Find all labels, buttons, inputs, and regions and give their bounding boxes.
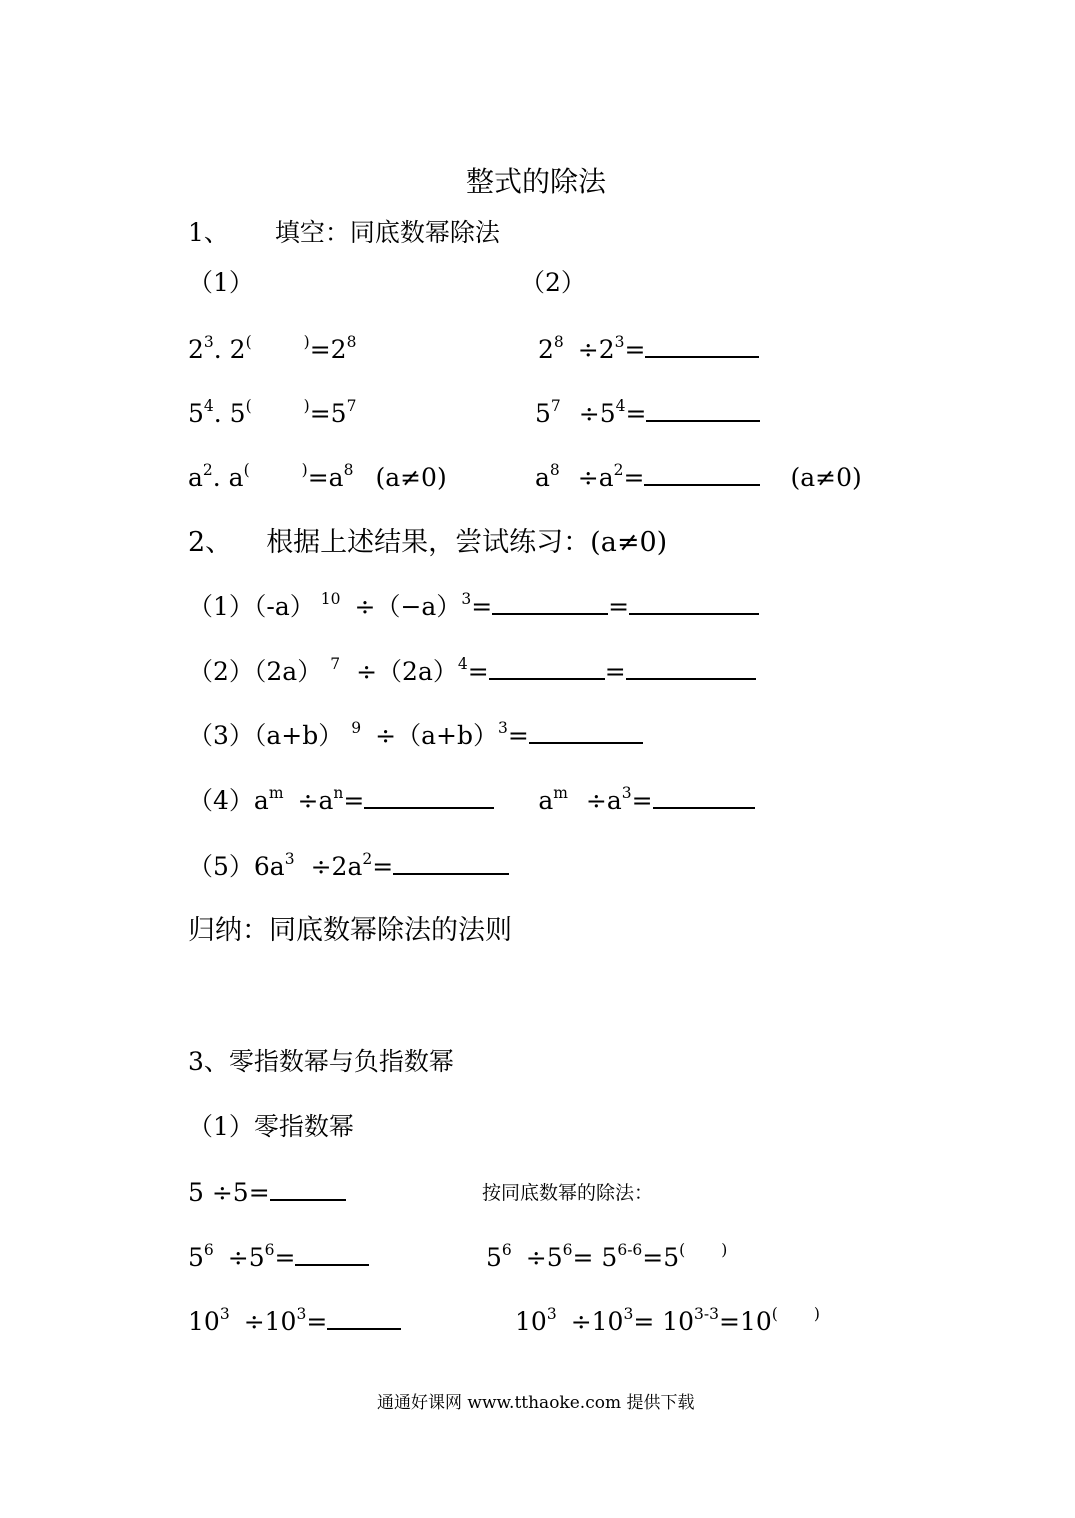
divisor: ÷（2a）	[356, 657, 458, 686]
result: =2	[309, 335, 347, 364]
divisor: ÷5	[525, 1243, 563, 1272]
equals: =	[624, 335, 646, 364]
exponent: 10	[320, 590, 341, 609]
exponent: 4	[615, 397, 626, 416]
answer-blank[interactable]	[529, 742, 643, 744]
divisor: ÷a	[297, 786, 334, 815]
exponent: 8	[549, 461, 560, 480]
page-title: 整式的除法	[466, 165, 607, 198]
divisor: ÷a	[577, 463, 614, 492]
dividend: a	[535, 463, 550, 492]
equals: =	[623, 463, 645, 492]
answer-blank[interactable]	[393, 873, 509, 875]
section-2-heading	[188, 529, 667, 556]
answer-blank-2[interactable]	[629, 613, 759, 615]
paren-close: )	[721, 1241, 728, 1260]
divisor: ÷（a+b）	[375, 721, 498, 750]
exponent: m	[553, 784, 568, 803]
exponent: 2	[202, 461, 213, 480]
zero-row-1-right: 按同底数幂的除法：	[482, 1182, 654, 1204]
dividend: （5）6a	[188, 852, 285, 881]
equals: =	[343, 786, 365, 815]
result-exponent: 8	[343, 461, 354, 480]
dividend: （2）（2a）	[188, 657, 323, 686]
answer-blank[interactable]	[327, 1328, 401, 1330]
divisor: ÷（−a）	[354, 592, 462, 621]
left-row-1	[188, 333, 357, 364]
exponent: 6-6	[617, 1241, 643, 1260]
expression: 5 ÷5=	[188, 1178, 270, 1207]
section-3-heading: 3、零指数幂与负指数幂	[188, 1047, 454, 1076]
divisor: ÷2a	[310, 852, 363, 881]
result-exponent: 8	[346, 333, 357, 352]
equals: =	[372, 852, 394, 881]
exponent: 7	[330, 655, 341, 674]
dividend: 5	[486, 1243, 502, 1272]
exponent: 8	[553, 333, 564, 352]
exponent: 6	[203, 1241, 214, 1260]
exponent: 3	[623, 1305, 634, 1324]
summary-heading: 归纳：同底数幂除法的法则	[188, 915, 512, 946]
paren-open: (	[245, 333, 252, 352]
answer-blank-1[interactable]	[489, 678, 605, 680]
paren-close: )	[813, 1305, 820, 1324]
dividend: 2	[538, 335, 554, 364]
multiply: . 5	[213, 399, 246, 428]
zero-row-2-right	[486, 1241, 728, 1272]
condition: (a≠0)	[790, 463, 862, 492]
paren-open: (	[243, 461, 250, 480]
problem-1	[188, 590, 759, 621]
paren-close: )	[303, 397, 310, 416]
equals: =	[604, 657, 626, 686]
paren-open: (	[679, 1241, 686, 1260]
exponent: n	[333, 784, 344, 803]
answer-blank[interactable]	[644, 484, 760, 486]
exponent: 3	[461, 590, 472, 609]
equals: =	[631, 786, 653, 815]
dividend: （3）（a+b）	[188, 721, 344, 750]
exponent: 2	[613, 461, 624, 480]
section-number: 2、	[188, 527, 233, 558]
dividend: 5	[535, 399, 551, 428]
answer-blank-2[interactable]	[626, 678, 756, 680]
answer-blank-1[interactable]	[492, 613, 608, 615]
base: 5	[188, 399, 204, 428]
dividend: a	[538, 786, 554, 815]
exponent: 3	[497, 719, 508, 738]
exponent: 3	[546, 1305, 557, 1324]
divisor: ÷10	[570, 1307, 624, 1336]
right-row-3	[535, 461, 862, 492]
exponent: 3	[621, 784, 632, 803]
left-row-2	[188, 397, 357, 428]
paren-open: (	[245, 397, 252, 416]
exponent: 3-3	[694, 1305, 720, 1324]
exponent: 3	[203, 333, 214, 352]
right-row-2	[535, 397, 760, 428]
base: 2	[188, 335, 204, 364]
subsection-zero-exponent: （1）零指数幂	[188, 1112, 354, 1141]
equals: =	[507, 721, 529, 750]
dividend: （4）a	[188, 786, 269, 815]
answer-blank[interactable]	[295, 1264, 369, 1266]
answer-blank[interactable]	[646, 420, 760, 422]
page-footer: 通通好课网 www.tthaoke.com 提供下载	[377, 1393, 695, 1413]
equals: =	[471, 592, 493, 621]
result: =a	[307, 463, 344, 492]
exponent: 6	[501, 1241, 512, 1260]
exponent: 6	[562, 1241, 573, 1260]
multiply: . a	[212, 463, 244, 492]
exponent: 2	[362, 850, 373, 869]
paren-open: (	[771, 1305, 778, 1324]
answer-blank[interactable]	[270, 1199, 346, 1201]
paren-close: )	[301, 461, 308, 480]
equals: =	[306, 1307, 328, 1336]
zero-row-3-left	[188, 1305, 401, 1336]
divisor: ÷5	[578, 399, 616, 428]
problem-2	[188, 655, 756, 686]
equals: =	[625, 399, 647, 428]
left-row-3	[188, 461, 447, 492]
base: a	[188, 463, 203, 492]
divisor: ÷10	[243, 1307, 297, 1336]
exponent: 4	[457, 655, 468, 674]
problem-4	[188, 784, 755, 815]
right-row-1	[538, 333, 759, 364]
result: =5	[642, 1243, 680, 1272]
power: = 10	[633, 1307, 695, 1336]
exponent: 6	[264, 1241, 275, 1260]
zero-row-2-left	[188, 1241, 369, 1272]
problem-3	[188, 719, 643, 750]
equals: =	[467, 657, 489, 686]
zero-row-3-right	[515, 1305, 820, 1336]
section-1-heading	[188, 220, 500, 245]
label-right-2: （2）	[520, 268, 586, 297]
dividend: （1）（-a）	[188, 592, 315, 621]
zero-row-1-left	[188, 1180, 346, 1205]
section-title: 根据上述结果，尝试练习：(a≠0)	[266, 527, 668, 558]
answer-blank-1[interactable]	[364, 807, 494, 809]
exponent: 3	[284, 850, 295, 869]
paren-close: )	[303, 333, 310, 352]
equals: =	[274, 1243, 296, 1272]
exponent: 3	[614, 333, 625, 352]
section-title: 填空：同底数幂除法	[274, 218, 500, 247]
divisor: ÷2	[577, 335, 615, 364]
multiply: . 2	[213, 335, 246, 364]
dividend: 10	[188, 1307, 220, 1336]
divisor: ÷a	[585, 786, 622, 815]
power: = 5	[572, 1243, 618, 1272]
answer-blank[interactable]	[645, 356, 759, 358]
problem-5	[188, 850, 509, 881]
divisor: ÷5	[227, 1243, 265, 1272]
exponent: 9	[351, 719, 362, 738]
section-number: 1、	[188, 218, 229, 247]
result-exponent: 7	[346, 397, 357, 416]
equals: =	[608, 592, 630, 621]
exponent: 3	[296, 1305, 307, 1324]
exponent: m	[268, 784, 284, 803]
exponent: 4	[203, 397, 214, 416]
answer-blank-2[interactable]	[653, 807, 755, 809]
result: =10	[719, 1307, 772, 1336]
dividend: 5	[188, 1243, 204, 1272]
exponent: 7	[550, 397, 561, 416]
label-left-1: （1）	[188, 268, 254, 297]
exponent: 3	[219, 1305, 230, 1324]
dividend: 10	[515, 1307, 547, 1336]
condition: (a≠0)	[375, 463, 447, 492]
result: =5	[309, 399, 347, 428]
